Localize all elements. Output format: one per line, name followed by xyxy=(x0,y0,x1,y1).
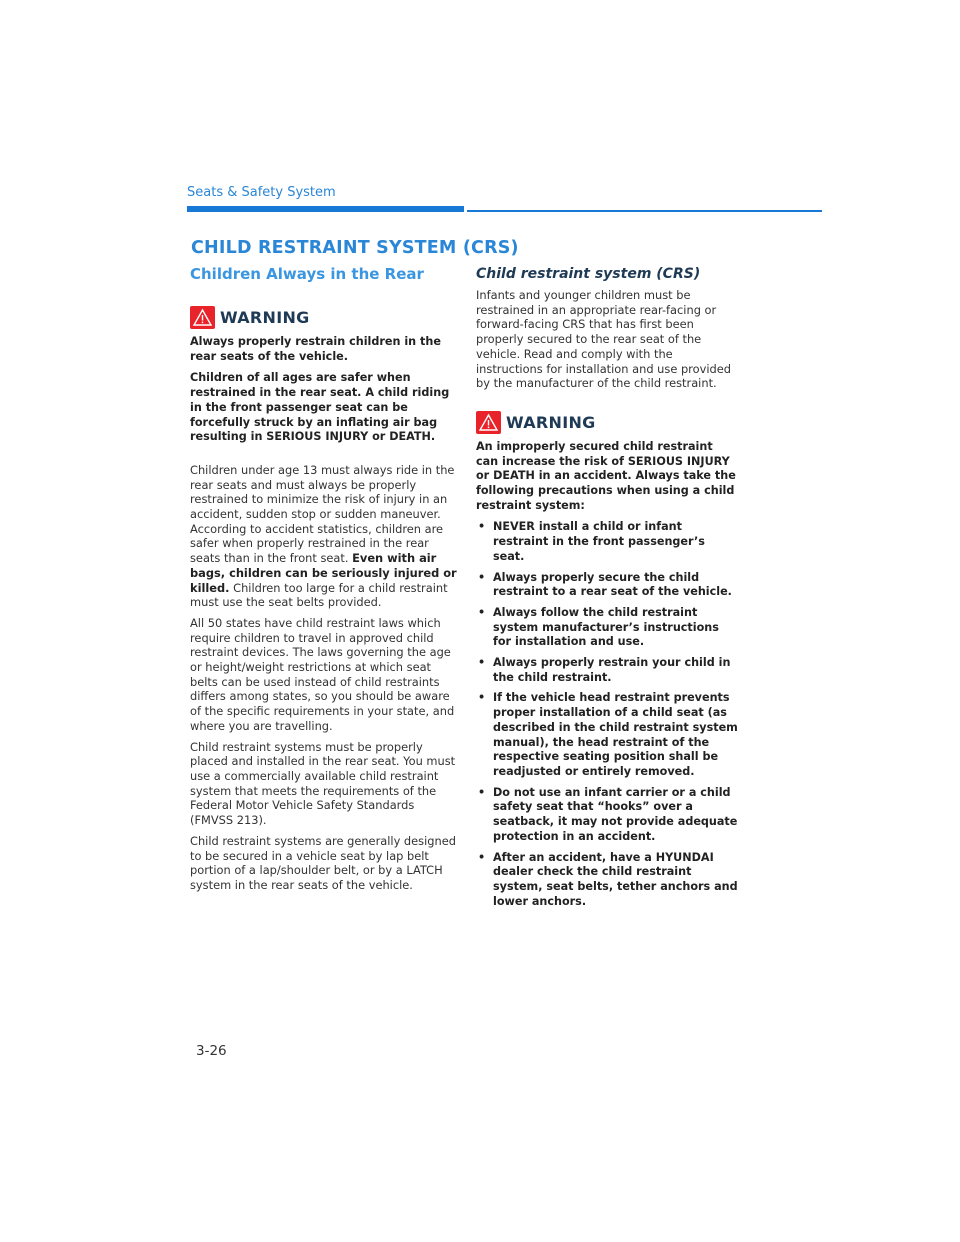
list-item: • NEVER install a child or infant restraint in the front passenger’s seat. xyxy=(478,520,705,563)
warning-triangle-icon xyxy=(190,306,215,329)
left-warning-title: WARNING xyxy=(220,308,310,327)
right-warning-intro: An improperly secured child restraint can increase the risk of SERIOUS INJURY or DEATH in an accident. Always take the following precautions when using a child restraint system: xyxy=(476,439,736,512)
right-warning-title: WARNING xyxy=(506,412,596,432)
left-column xyxy=(190,264,460,899)
right-column xyxy=(476,264,738,915)
page-number: 3-26 xyxy=(196,1043,227,1059)
left-paragraph-3: Child restraint systems must be properly placed and installed in the rear seat. You must use a commercially available child restraint system that meets the requirements of the Federal Motor Vehicle Safety Standards (FMVSS 213). xyxy=(190,739,456,828)
section-header: Seats & Safety System xyxy=(187,185,336,200)
list-item: • If the vehicle head restraint prevents proper installation of a child seat (as described in the child restraint system manual), the head restraint of the respective seating position shall be readjusted or entirely removed. xyxy=(478,691,738,778)
left-warning-header xyxy=(190,306,460,329)
warning-list xyxy=(476,520,738,909)
left-warning-text-2: Children of all ages are safer when restrained in the rear seat. A child riding in the front passenger seat can be forcefully struck by an inflating air bag resulting in SERIOUS INJURY or DEATH. xyxy=(190,371,450,444)
left-warning-text-1: Always properly restrain children in the rear seats of the vehicle. xyxy=(190,335,441,363)
list-item: • Do not use an infant carrier or a child safety seat that “hooks” over a seatback, it may not provide adequate protection in an accident. xyxy=(478,785,738,843)
list-item: • After an accident, have a HYUNDAI dealer check the child restraint system, seat belts, tether anchors and lower anchors. xyxy=(478,850,738,908)
list-item: • Always properly secure the child restraint to a rear seat of the vehicle. xyxy=(478,570,732,599)
left-paragraph-2: All 50 states have child restraint laws which require children to travel in approved child restraint devices. The laws governing the age or height/weight restrictions at which seat belts can be used instead of child restraints differs among states, so you should be aware of the specific requirements in your state, and where you are travelling. xyxy=(190,615,455,733)
left-paragraph-1: Children under age 13 must always ride in the rear seats and must always be properly restrained to minimize the risk of injury in an accident, sudden stop or sudden maneuver. According to accident statistics, children are safer when properly restrained in the rear seats than in the front seat. Even with air bags, children can be seriously injured or killed. Children too large for a child restraint must use the seat belts provided. xyxy=(190,462,457,610)
header-rule-thick xyxy=(187,206,464,212)
left-paragraph-4: Child restraint systems are generally designed to be secured in a vehicle seat by lap belt portion of a lap/shoulder belt, or by a LATCH system in the rear seats of the vehicle. xyxy=(190,833,456,892)
bold-emphasis: Even with air bags, children can be seriously injured or killed. xyxy=(190,551,457,595)
right-heading: Child restraint system (CRS) xyxy=(476,266,701,282)
warning-triangle-icon xyxy=(476,411,501,434)
right-intro: Infants and younger children must be restrained in an appropriate rear-facing or forward-facing CRS that has first been properly secured to the rear seat of the vehicle. Read and comply with the instructions for installation and use provided by the manufacturer of the child restraint. xyxy=(476,288,731,391)
header-rule-thin xyxy=(467,210,822,212)
left-heading: Children Always in the Rear xyxy=(190,265,424,283)
list-item: • Always follow the child restraint system manufacturer’s instructions for installation and use. xyxy=(478,605,719,649)
page-title: CHILD RESTRAINT SYSTEM (CRS) xyxy=(191,238,519,258)
right-warning-header xyxy=(476,411,738,434)
list-item: • Always properly restrain your child in the child restraint. xyxy=(478,656,731,684)
